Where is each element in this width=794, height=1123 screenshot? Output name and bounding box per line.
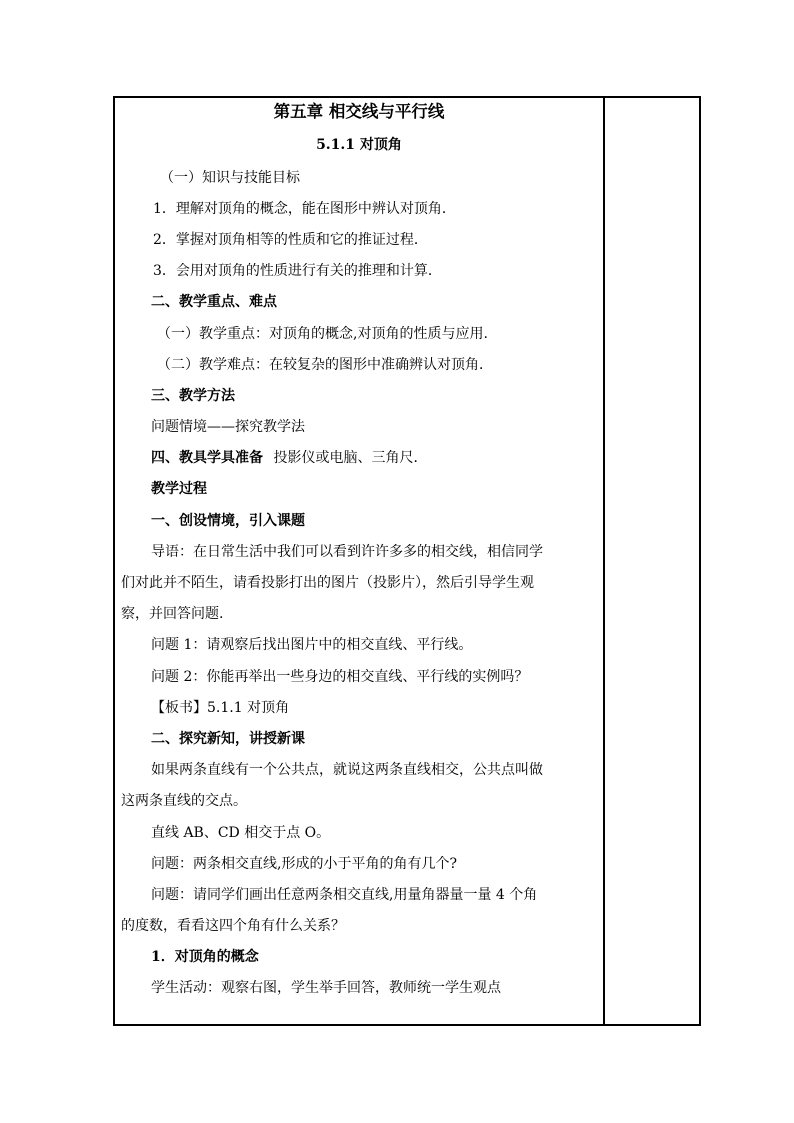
goal-item: 1．理解对顶角的概念，能在图形中辨认对顶角． — [153, 201, 456, 217]
definition-text: 如果两条直线有一个公共点，就说这两条直线相交，公共点叫做 — [151, 762, 543, 778]
question-text: 问题：两条相交直线,形成的小于平角的角有几个? — [151, 856, 457, 872]
key-points-heading: 二、教学重点、难点 — [151, 294, 277, 310]
lines-intersect-text: 直线 AB、CD 相交于点 O。 — [151, 825, 331, 841]
main-content-cell — [115, 98, 603, 1024]
goal-item: 3．会用对顶角的性质进行有关的推理和计算． — [153, 263, 442, 279]
section-title: 5.1.1 对顶角 — [316, 137, 402, 153]
section1-heading: 一、创设情境，引入课题 — [151, 513, 305, 529]
section2-heading: 二、探究新知，讲授新课 — [151, 731, 305, 747]
question-text: 问题 2：你能再举出一些身边的相交直线、平行线的实例吗？ — [151, 669, 529, 685]
definition-text: 这两条直线的交点。 — [121, 793, 247, 809]
intro-text: 察，并回答问题. — [121, 606, 224, 622]
concept-heading: 1．对顶角的概念 — [151, 949, 259, 965]
question-text: 问题 1：请观察后找出图片中的相交直线、平行线。 — [151, 637, 473, 653]
question-text: 问题：请同学们画出任意两条相交直线,用量角器量一量 4 个角 — [151, 887, 538, 903]
tools-line — [151, 449, 427, 467]
activity-text: 学生活动：观察右图，学生举手回答，教师统一学生观点 — [151, 980, 501, 996]
key-point-text: （一）教学重点：对顶角的概念,对顶角的性质与应用. — [157, 326, 488, 342]
tools-heading: 四、教具学具准备 — [151, 450, 263, 466]
method-heading: 三、教学方法 — [151, 388, 235, 404]
tools-text: 投影仪或电脑、三角尺． — [273, 450, 428, 466]
process-heading: 教学过程 — [151, 481, 207, 497]
intro-text: 导语：在日常生活中我们可以看到许许多多的相交线，相信同学 — [151, 544, 543, 560]
notes-cell — [605, 98, 699, 1024]
lesson-plan-table — [113, 96, 701, 1026]
intro-text: 们对此并不陌生，请看投影打出的图片（投影片），然后引导学生观 — [121, 575, 534, 591]
question-text: 的度数，看看这四个角有什么关系？ — [121, 918, 345, 934]
method-text: 问题情境——探究教学法 — [151, 419, 305, 435]
chapter-title: 第五章 相交线与平行线 — [273, 102, 445, 121]
difficult-point-text: （二）教学难点：在较复杂的图形中准确辨认对顶角． — [157, 357, 493, 373]
goal-item: 2．掌握对顶角相等的性质和它的推证过程． — [153, 232, 428, 248]
board-note: 【板书】5.1.1 对顶角 — [151, 700, 290, 716]
goal-heading: （一）知识与技能目标 — [160, 170, 300, 186]
